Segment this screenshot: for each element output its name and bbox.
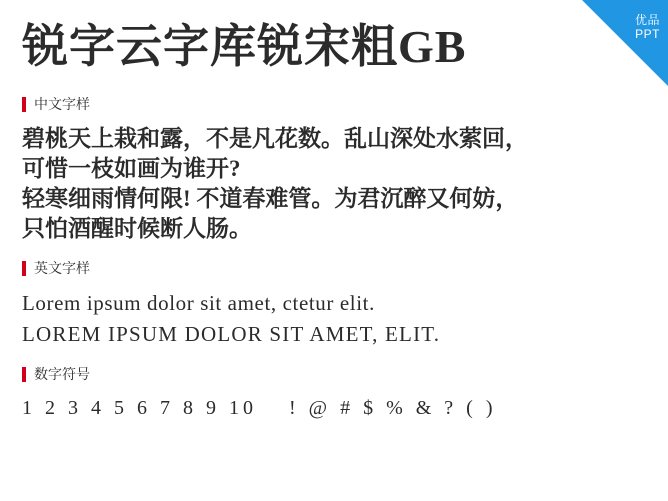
accent-bar-icon: [22, 367, 26, 382]
section-label-numbers: 数字符号: [34, 366, 90, 382]
accent-bar-icon: [22, 97, 26, 112]
chinese-sample-line: 可惜一枝如画为谁开?: [22, 156, 241, 181]
section-header-english: [22, 258, 646, 278]
digits-sample: 1 2 3 4 5 6 7 8 9 10: [22, 397, 257, 419]
section-header-chinese: [22, 94, 646, 114]
numbers-symbols-block: [22, 394, 646, 422]
section-header-numbers: [22, 364, 646, 384]
chinese-sample-line: 碧桃天上栽和露，不是凡花数。乱山深处水萦回，: [22, 126, 528, 151]
ribbon-label-line2: PPT: [635, 27, 660, 41]
english-sample-line: LOREM IPSUM DOLOR SIT AMET, ELIT.: [22, 322, 441, 346]
symbols-sample: ! @ # $ % & ? ( ): [289, 397, 497, 419]
chinese-sample-block: [22, 124, 646, 244]
ribbon-label-line1: 优品: [634, 13, 660, 27]
english-sample-block: [22, 288, 646, 350]
corner-ribbon: [582, 0, 668, 86]
english-sample-line: Lorem ipsum dolor sit amet, ctetur elit.: [22, 291, 375, 315]
chinese-sample-line: 只怕酒醒时候断人肠。: [22, 216, 252, 241]
chinese-sample-line: 轻寒细雨情何限! 不道春难管。为君沉醉又何妨，: [22, 186, 519, 211]
section-label-chinese: 中文字样: [34, 96, 90, 112]
ribbon-label: [635, 13, 660, 41]
section-label-english: 英文字样: [34, 260, 90, 276]
page-title: 锐字云字库锐宋粗GB: [22, 21, 467, 72]
accent-bar-icon: [22, 261, 26, 276]
